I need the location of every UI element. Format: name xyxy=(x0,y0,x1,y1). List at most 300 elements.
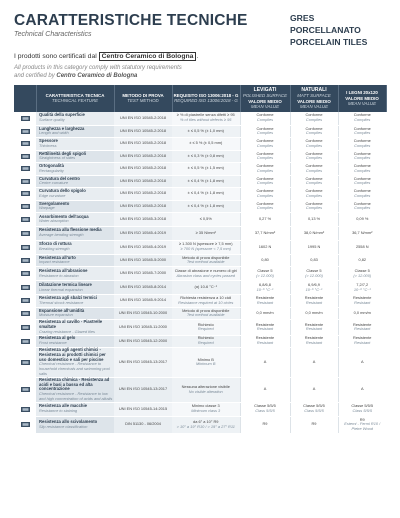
legni-value-en: Complies xyxy=(354,142,371,148)
naturali-value-cell xyxy=(290,281,338,295)
row-icon-cell xyxy=(14,138,36,151)
feature-name-en: Straightness of sides xyxy=(39,155,76,161)
naturali-value-cell xyxy=(290,163,338,176)
levigati-value: 6,8/6,8 xyxy=(259,281,271,287)
requirement-cell xyxy=(172,188,240,201)
feature-name-en: Slip resistance classification xyxy=(39,423,88,429)
row-icon-cell xyxy=(14,267,36,281)
levigati-value-cell xyxy=(240,200,290,213)
legni-value-cell xyxy=(338,213,386,227)
requirement-text: ≤ 0,5% xyxy=(199,215,212,221)
legni-value: A xyxy=(360,359,364,364)
naturali-value-en: Complies xyxy=(305,180,323,186)
feature-name: Spessore xyxy=(39,138,58,144)
method-cell: UNI EN ISO 10545-4:2019 xyxy=(114,240,172,254)
feature-cell xyxy=(36,348,114,378)
levigati-value-cell xyxy=(240,150,290,163)
feature-name: Curvatura del centro xyxy=(39,175,80,181)
levigati-value-en: (> 12.000) xyxy=(256,272,274,278)
feature-name-en: Impact resistance xyxy=(39,259,70,265)
legni-value-cell xyxy=(338,188,386,201)
legni-value-cell xyxy=(338,416,386,433)
requirement-text: Metodo di prova disponibile xyxy=(182,307,230,313)
naturali-value-cell xyxy=(290,416,338,433)
naturali-value: A xyxy=(312,386,316,392)
legni-value: Conforme xyxy=(353,200,371,206)
method-cell: UNI EN ISO 10545-2:2018 xyxy=(114,112,172,126)
requirement-text-2: ≥ 700 N (spessore < 7,5 mm) xyxy=(180,246,231,252)
levigati-value-en: Resistant xyxy=(256,340,274,346)
product-category xyxy=(290,12,386,48)
header-levigati-sub: POLISHED SURFACE xyxy=(242,93,288,99)
naturali-value-en: Resistant xyxy=(305,299,323,305)
levigati-value: Conforme xyxy=(256,188,274,194)
levigati-value-cell xyxy=(240,402,290,416)
feature-name: Resistenza al gelo xyxy=(39,335,76,341)
method-cell: UNI EN ISO 10545-2:2018 xyxy=(114,150,172,163)
feature-name: Dilatazione termica lineare xyxy=(39,281,92,287)
feature-cell xyxy=(36,320,114,335)
requirement-text: Nessuna alterazione visibile xyxy=(181,383,230,389)
moisture-expansion-icon xyxy=(20,309,31,318)
legni-value: Conforme xyxy=(353,163,371,169)
feature-cell xyxy=(36,416,114,433)
feature-name-en: Moisture expansion xyxy=(39,312,73,318)
legni-value-en: Complies xyxy=(354,180,371,186)
legni-value-en: Complies xyxy=(354,155,371,161)
feature-name: Lunghezza e larghezza xyxy=(39,125,85,131)
levigati-value-en: Complies xyxy=(256,180,274,186)
chemical-resistance-icon xyxy=(20,358,31,367)
naturali-value-cell xyxy=(290,226,338,240)
feature-name: Resistenza all'urto xyxy=(39,254,76,260)
legni-value-cell xyxy=(338,402,386,416)
levigati-value: 37,7 N/mm² xyxy=(254,229,276,235)
page-subtitle: Technical Characteristics xyxy=(14,31,92,38)
acid-resistance-icon xyxy=(20,385,31,394)
straightness-icon xyxy=(20,152,31,161)
naturali-value-cell xyxy=(290,295,338,308)
requirement-cell xyxy=(172,226,240,240)
thermal-shock-icon xyxy=(20,296,31,305)
naturali-value: A xyxy=(312,359,316,364)
legni-value-en: Class 5/5/5 xyxy=(352,408,372,414)
row-icon-cell xyxy=(14,240,36,254)
levigati-value-en: Complies xyxy=(256,142,274,148)
legni-value-en: Resistant xyxy=(354,299,371,305)
header-naturali-value: VALORE MEDIO xyxy=(297,98,331,104)
edge-curvature-icon xyxy=(20,189,31,198)
table-row xyxy=(14,125,386,138)
legni-value: 2558 N xyxy=(355,243,369,249)
requirement-text-2: Minimum class 3 xyxy=(191,408,221,414)
naturali-value-en: Complies xyxy=(305,205,323,211)
legni-value: Conforme xyxy=(353,112,371,118)
feature-name-en: Centre curvature xyxy=(39,180,68,186)
naturali-value-cell xyxy=(290,377,338,402)
header-legni-label: I LEGNI 20x120 xyxy=(346,90,378,96)
row-icon-cell xyxy=(14,254,36,267)
feature-name: Qualità della superficie xyxy=(39,112,85,118)
levigati-value-cell xyxy=(240,188,290,201)
levigati-value-en: 10⁻⁶ °C⁻¹ xyxy=(256,286,274,292)
naturali-value: Conforme xyxy=(305,175,323,181)
levigati-value: 1602 N xyxy=(258,243,272,249)
table-row xyxy=(14,416,386,433)
table-header-row xyxy=(14,85,386,112)
header-feature-label: CARATTERISTICA TECNICA xyxy=(45,92,105,98)
header-requirement xyxy=(172,85,240,112)
table-row xyxy=(14,226,386,240)
method-cell: UNI EN ISO 10545-2:2018 xyxy=(114,138,172,151)
levigati-value: Classe 5 xyxy=(257,267,273,273)
levigati-value-en: Complies xyxy=(256,130,274,136)
feature-cell xyxy=(36,402,114,416)
requirement-text-2: % of tiles without defects ≥ 95 xyxy=(180,117,232,123)
naturali-value-cell xyxy=(290,112,338,126)
row-icon-cell xyxy=(14,348,36,378)
method-cell: UNI EN ISO 10545-8:2014 xyxy=(114,281,172,295)
row-icon-cell xyxy=(14,226,36,240)
feature-cell xyxy=(36,226,114,240)
legni-value: Classe 5 xyxy=(354,267,370,273)
header-feature xyxy=(36,85,114,112)
table-row xyxy=(14,402,386,416)
thickness-icon xyxy=(20,139,31,148)
method-cell: DIN 51130 - 06/2004 xyxy=(114,416,172,433)
levigati-value: Conforme xyxy=(256,112,274,118)
naturali-value-en: 10⁻⁶ °C⁻¹ xyxy=(305,286,323,292)
legni-value-cell xyxy=(338,348,386,378)
legni-value-cell xyxy=(338,112,386,126)
levigati-value: Conforme xyxy=(256,125,274,131)
feature-cell xyxy=(36,377,114,402)
method-cell: UNI EN ISO 10545-12:2000 xyxy=(114,335,172,348)
page-title: CARATTERISTICHE TECNICHE xyxy=(14,12,248,29)
levigati-value-cell xyxy=(240,267,290,281)
table-row xyxy=(14,267,386,281)
legni-value-en: Resistant xyxy=(354,326,371,332)
feature-name-en: Rectangularity xyxy=(39,167,64,173)
feature-cell xyxy=(36,295,114,308)
table-row xyxy=(14,320,386,335)
staining-icon xyxy=(20,405,31,414)
table-row xyxy=(14,377,386,402)
feature-cell xyxy=(36,200,114,213)
feature-cell xyxy=(36,112,114,126)
levigati-value-cell xyxy=(240,320,290,335)
requirement-cell xyxy=(172,335,240,348)
feature-name-en: Warpage xyxy=(39,205,55,211)
feature-name: Rettilineità degli spigoli xyxy=(39,150,86,156)
legni-value-cell xyxy=(338,200,386,213)
row-icon-cell xyxy=(14,112,36,126)
feature-cell xyxy=(36,188,114,201)
requirement-text: Richiesto xyxy=(197,335,214,341)
requirement-text: (α) 10-6 °C⁻¹ xyxy=(194,284,217,290)
levigati-value: Classe 5/5/5 xyxy=(254,403,276,409)
row-icon-cell xyxy=(14,150,36,163)
requirement-cell xyxy=(172,213,240,227)
requirement-text: Minimo classe 3 xyxy=(191,403,220,409)
row-icon-cell xyxy=(14,320,36,335)
table-row xyxy=(14,348,386,378)
table-row xyxy=(14,163,386,176)
levigati-value-en: Complies xyxy=(256,117,274,123)
legni-value: Resistente xyxy=(353,335,372,341)
method-cell: UNI EN ISO 10545-2:2018 xyxy=(114,175,172,188)
levigati-value-cell xyxy=(240,254,290,267)
header-legni-value: VALORE MEDIO xyxy=(345,95,379,101)
naturali-value: R9 xyxy=(311,421,317,427)
legni-value-cell xyxy=(338,175,386,188)
legni-value: Resistente xyxy=(353,321,372,327)
feature-cell xyxy=(36,240,114,254)
feature-name: Svergolamento xyxy=(39,200,70,206)
abrasion-icon xyxy=(20,269,31,278)
requirement-cell xyxy=(172,163,240,176)
certification-prefix: I prodotti sono certificati dal xyxy=(14,53,97,60)
naturali-value-cell xyxy=(290,307,338,320)
feature-name-en: Thickness xyxy=(39,142,57,148)
method-cell: UNI EN ISO 10545-2:2018 xyxy=(114,163,172,176)
product-category-line2: PORCELAIN TILES xyxy=(290,37,368,47)
legni-value-cell xyxy=(338,335,386,348)
row-icon-cell xyxy=(14,307,36,320)
feature-name: Resistenza alla flessione media xyxy=(39,227,102,233)
row-icon-cell xyxy=(14,213,36,227)
naturali-value: Conforme xyxy=(305,200,323,206)
naturali-value: Resistente xyxy=(304,295,324,301)
row-icon-cell xyxy=(14,163,36,176)
feature-name: Resistenza agli agenti chimici - Resistenza ai prodotti chimici per uso domestico e sali per piscine xyxy=(39,347,106,362)
table-body xyxy=(14,112,386,434)
certification-en-line2 xyxy=(14,72,386,80)
header-naturali xyxy=(290,85,338,112)
feature-name: Resistenza chimica - Resistenza ad acidi e basi a bassa ed alta concentrazione xyxy=(39,376,110,392)
warpage-icon xyxy=(20,202,31,211)
legni-value-cell xyxy=(338,295,386,308)
requirement-text: ± ≤ 0,3 % (± 0,8 mm) xyxy=(187,152,224,158)
levigati-value: Resistente xyxy=(255,321,275,327)
requirement-cell xyxy=(172,150,240,163)
header xyxy=(14,10,386,47)
method-cell: UNI EN ISO 10545-13:2017 xyxy=(114,377,172,402)
levigati-value-cell xyxy=(240,377,290,402)
feature-name-en: Resistance to abrasion xyxy=(39,272,79,278)
feature-cell xyxy=(36,307,114,320)
levigati-value-en: Complies xyxy=(256,167,274,173)
requirement-text: Metodo di prova disponibile xyxy=(182,254,230,260)
requirement-text-2: Minimum B xyxy=(196,361,216,367)
header-requirement-label: REQUISITO ISO 13006:2018 - G xyxy=(173,92,239,98)
levigati-value-cell xyxy=(240,281,290,295)
table-row xyxy=(14,175,386,188)
table-row xyxy=(14,112,386,126)
legni-value: Conforme xyxy=(353,175,371,181)
requirement-text: ≥ 1.300 N (spessore ≥ 7,5 mm) xyxy=(178,241,233,247)
feature-name: Sforzo di rottura xyxy=(39,241,72,247)
legni-value: Conforme xyxy=(353,188,371,194)
legni-value-cell xyxy=(338,240,386,254)
legni-value-cell xyxy=(338,320,386,335)
levigati-value-en: Resistant xyxy=(256,299,274,305)
levigati-value: Conforme xyxy=(256,175,274,181)
requirement-text: ± ≤ 0,4 % (± 1,8 mm) xyxy=(187,177,224,183)
requirement-cell xyxy=(172,281,240,295)
legni-value: 36,7 N/mm² xyxy=(352,229,373,235)
legni-value-cell xyxy=(338,281,386,295)
requirement-cell xyxy=(172,307,240,320)
requirement-cell xyxy=(172,402,240,416)
requirement-text-2: Test method available xyxy=(186,312,225,318)
feature-cell xyxy=(36,254,114,267)
requirement-cell xyxy=(172,138,240,151)
header-levigati-value: VALORE MEDIO xyxy=(248,98,282,104)
feature-name-en: Breaking strength xyxy=(39,246,70,252)
method-cell: UNI EN ISO 10545-11:2000 xyxy=(114,320,172,335)
thermal-expansion-icon xyxy=(20,283,31,292)
naturali-value-cell xyxy=(290,213,338,227)
levigati-value: R9 xyxy=(262,421,268,427)
water-absorption-icon xyxy=(20,215,31,224)
naturali-value: Resistente xyxy=(304,335,324,341)
legni-value-en: (> 12.000) xyxy=(353,272,372,278)
certification-statement xyxy=(14,52,386,61)
legni-value-en: Complies xyxy=(354,167,371,173)
row-icon-cell xyxy=(14,200,36,213)
table-row xyxy=(14,335,386,348)
naturali-value-cell xyxy=(290,240,338,254)
header-naturali-value-en: MEAN VALUE xyxy=(299,104,329,110)
slip-resistance-icon xyxy=(20,420,31,429)
row-icon-cell xyxy=(14,295,36,308)
legni-value: R9 xyxy=(359,416,365,422)
requirement-text: ≥ 35 N/mm² xyxy=(195,229,216,235)
feature-name-en: Frost resistance xyxy=(39,340,67,346)
frost-icon xyxy=(20,337,31,346)
levigati-value-en: Complies xyxy=(256,155,274,161)
requirement-text-2: No visible alteration xyxy=(188,388,223,394)
row-icon-cell xyxy=(14,416,36,433)
requirement-text-2: > 10° a 19° R10 / > 19° a 27° R11 xyxy=(176,423,235,429)
levigati-value-en: Class 5/5/5 xyxy=(255,408,275,414)
requirement-cell xyxy=(172,267,240,281)
feature-name-en: Chemical resistance - Resistance to low and high concentration of acids and alkalis xyxy=(39,391,113,401)
naturali-value-en: Complies xyxy=(305,192,323,198)
levigati-value-cell xyxy=(240,213,290,227)
certification-suffix: . xyxy=(196,53,199,60)
table-row xyxy=(14,307,386,320)
levigati-value: Conforme xyxy=(256,138,274,144)
method-cell: UNI EN ISO 10545-2:2018 xyxy=(114,200,172,213)
requirement-text: ± ≤ 5 % (± 0,5 mm) xyxy=(189,140,223,146)
header-levigati-value-en: MEAN VALUE xyxy=(250,104,280,110)
row-icon-cell xyxy=(14,402,36,416)
naturali-value-cell xyxy=(290,150,338,163)
feature-cell xyxy=(36,213,114,227)
method-cell: UNI EN ISO 10545-2:2018 xyxy=(114,125,172,138)
technical-table xyxy=(14,85,387,434)
requirement-cell xyxy=(172,254,240,267)
row-icon-cell xyxy=(14,377,36,402)
naturali-value: 0,0 mm/m xyxy=(305,309,323,315)
naturali-value-cell xyxy=(290,335,338,348)
feature-name-en: Surface quality xyxy=(39,117,65,123)
naturali-value-cell xyxy=(290,188,338,201)
naturali-value: 1995 N xyxy=(307,243,321,249)
naturali-value-cell xyxy=(290,402,338,416)
header-method-label: METODO DI PROVA xyxy=(122,92,164,98)
naturali-value: Conforme xyxy=(305,188,323,194)
naturali-value-en: (> 12.000) xyxy=(305,272,323,278)
legni-value-en: Complies xyxy=(354,205,371,211)
requirement-text: ± ≤ 0,4 % (± 1,8 mm) xyxy=(187,190,224,196)
levigati-value-cell xyxy=(240,307,290,320)
feature-name-en: Resistance to staining xyxy=(39,408,78,414)
naturali-value: Conforme xyxy=(305,112,323,118)
levigati-value: Resistente xyxy=(255,295,275,301)
requirement-cell xyxy=(172,348,240,378)
levigati-value-cell xyxy=(240,335,290,348)
certification-en-line1: All products in this category comply with statutory requirements xyxy=(14,65,182,71)
levigati-value-cell xyxy=(240,175,290,188)
method-cell: UNI EN ISO 10545-5:2000 xyxy=(114,254,172,267)
method-cell: UNI EN ISO 10545-4:2019 xyxy=(114,226,172,240)
feature-name: Resistenza agli sbalzi termici xyxy=(39,295,97,301)
naturali-value-cell xyxy=(290,175,338,188)
legni-value-cell xyxy=(338,163,386,176)
requirement-text-2: Test method available xyxy=(186,259,225,265)
levigati-value-cell xyxy=(240,163,290,176)
naturali-value-cell xyxy=(290,267,338,281)
legni-value-en: Complies xyxy=(354,117,371,123)
feature-name: Resistenza all'abrasione xyxy=(39,267,88,273)
naturali-value: 6,9/6,9 xyxy=(308,281,320,287)
levigati-value-en: Complies xyxy=(256,205,274,211)
row-icon-cell xyxy=(14,175,36,188)
legni-value-en: 10⁻⁶ °C⁻¹ xyxy=(353,286,371,292)
levigati-value: 0,0 mm/m xyxy=(256,309,274,315)
feature-cell xyxy=(36,175,114,188)
naturali-value-en: Resistant xyxy=(305,340,323,346)
method-cell: UNI EN ISO 10545-7:2000 xyxy=(114,267,172,281)
levigati-value-cell xyxy=(240,348,290,378)
header-levigati xyxy=(240,85,290,112)
naturali-value-cell xyxy=(290,254,338,267)
requirement-cell xyxy=(172,295,240,308)
levigati-value-cell xyxy=(240,295,290,308)
feature-name-en: Average bending strength xyxy=(39,232,84,238)
levigati-value-en: Resistant xyxy=(256,326,274,332)
crazing-icon xyxy=(20,323,31,332)
naturali-value-cell xyxy=(290,138,338,151)
feature-cell xyxy=(36,150,114,163)
requirement-text: ± ≤ 0,4 % (± 1,8 mm) xyxy=(187,202,224,208)
requirement-text: ± ≤ 0,5 % (± 1,0 mm) xyxy=(187,127,224,133)
product-category-line1: GRES PORCELLANATO xyxy=(290,13,361,35)
table-row xyxy=(14,150,386,163)
levigati-value-en: Complies xyxy=(256,192,274,198)
method-cell: UNI EN ISO 10545-2:2018 xyxy=(114,188,172,201)
legni-value-en: Resistant xyxy=(354,340,371,346)
requirement-text: Minimo B xyxy=(197,356,214,362)
impact-resistance-icon xyxy=(20,256,31,265)
legni-value-cell xyxy=(338,307,386,320)
requirement-text-2: Resistance required at 10 cicles xyxy=(178,299,234,305)
requirement-cell xyxy=(172,200,240,213)
row-icon-cell xyxy=(14,188,36,201)
